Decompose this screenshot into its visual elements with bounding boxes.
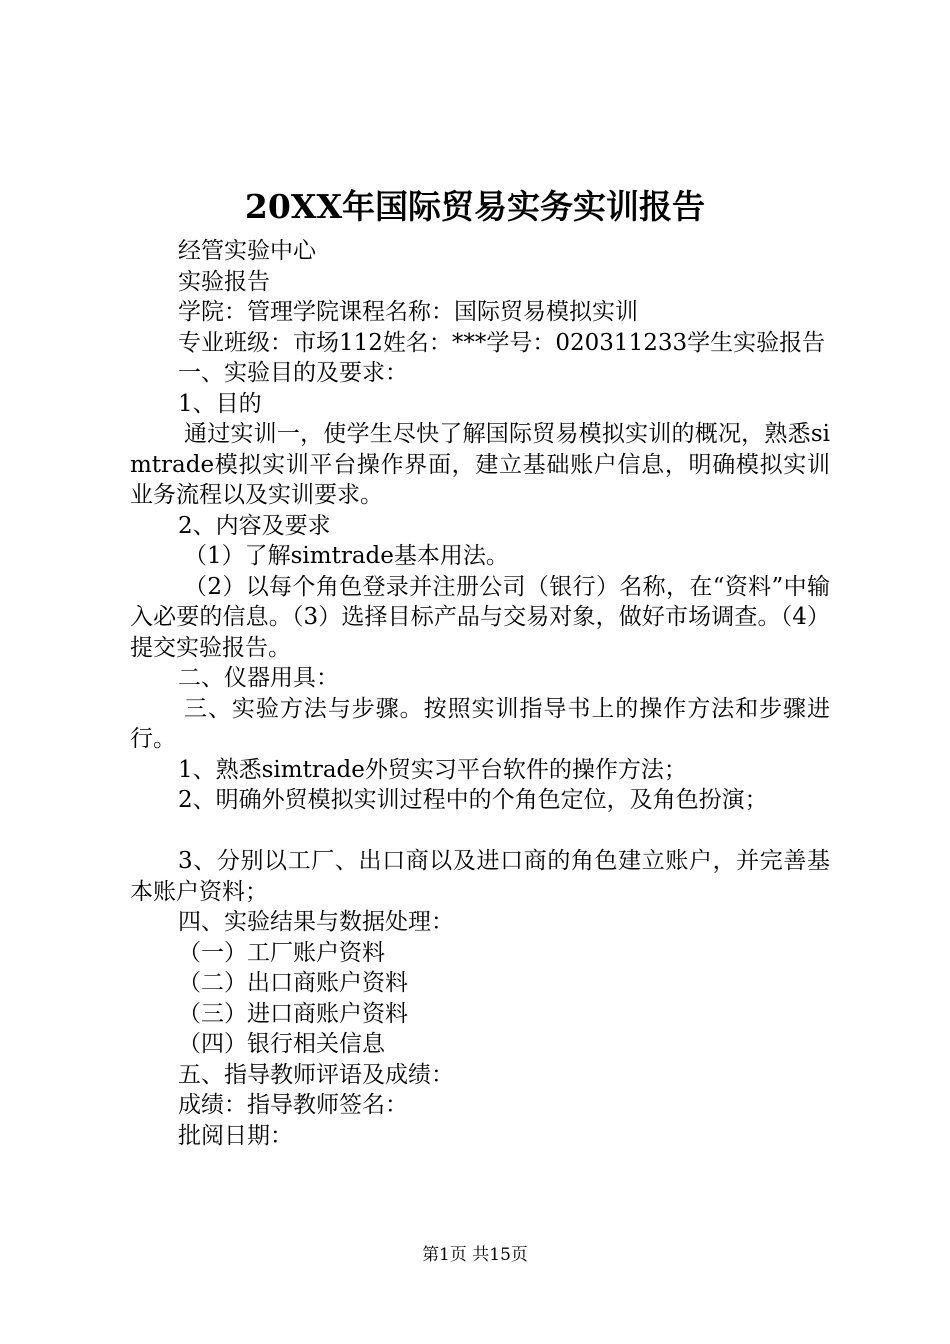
paragraph-step-3: 3、分别以工厂、出口商以及进口商的角色建立账户，并完善基本账户资料； xyxy=(130,848,830,905)
list-item-importer-account: （三）进口商账户资料 xyxy=(178,1000,408,1027)
heading-results: 四、实验结果与数据处理： xyxy=(178,909,454,935)
paragraph-college-course: 学院：管理学院课程名称：国际贸易模拟实训 xyxy=(178,299,638,325)
paragraph-grade-signature: 成绩：指导教师签名： xyxy=(178,1092,408,1118)
paragraph-class-student: 专业班级：市场112姓名：***学号：020311233学生实验报告 xyxy=(178,329,826,356)
paragraph-requirement-2-4: （2）以每个角色登录并注册公司（银行）名称，在“资料”中输入必要的信息。（3）选择目标产品与交易对象，做好市场调查。（4）提交实验报告。 xyxy=(130,573,830,661)
list-item-bank-info: （四）银行相关信息 xyxy=(178,1031,385,1057)
heading-objectives: 一、实验目的及要求： xyxy=(178,360,408,386)
paragraph-purpose-text: 通过实训一，使学生尽快了解国际贸易模拟实训的概况，熟悉simtrade模拟实训平台操作界面，建立基础账户信息，明确模拟实训业务流程以及实训要求。 xyxy=(130,421,830,508)
paragraph-requirement-1: （1）了解simtrade基本用法。 xyxy=(184,543,509,569)
paragraph-center-name: 经管实验中心 xyxy=(178,238,316,264)
paragraph-step-1: 1、熟悉simtrade外贸实习平台软件的操作方法； xyxy=(178,756,687,783)
list-item-factory-account: （一）工厂账户资料 xyxy=(178,939,385,966)
heading-instruments: 二、仪器用具： xyxy=(178,665,339,691)
paragraph-report-label: 实验报告 xyxy=(178,268,270,295)
paragraph-review-date: 批阅日期： xyxy=(178,1122,293,1149)
page-number-footer: 第1页 共15页 xyxy=(422,1245,528,1265)
heading-purpose: 1、目的 xyxy=(178,390,262,417)
paragraph-step-2: 2、明确外贸模拟实训过程中的个角色定位，及角色扮演； xyxy=(178,787,768,813)
document-body xyxy=(130,236,830,1151)
document-title: 20XX年国际贸易实务实训报告 xyxy=(244,187,706,226)
paragraph-methods: 三、实验方法与步骤。按照实训指导书上的操作方法和步骤进行。 xyxy=(130,695,830,752)
list-item-exporter-account: （二）出口商账户资料 xyxy=(178,970,408,996)
blank-line xyxy=(130,816,830,847)
heading-teacher-comments: 五、指导教师评语及成绩： xyxy=(178,1061,454,1088)
heading-content-requirements: 2、内容及要求 xyxy=(178,512,331,539)
